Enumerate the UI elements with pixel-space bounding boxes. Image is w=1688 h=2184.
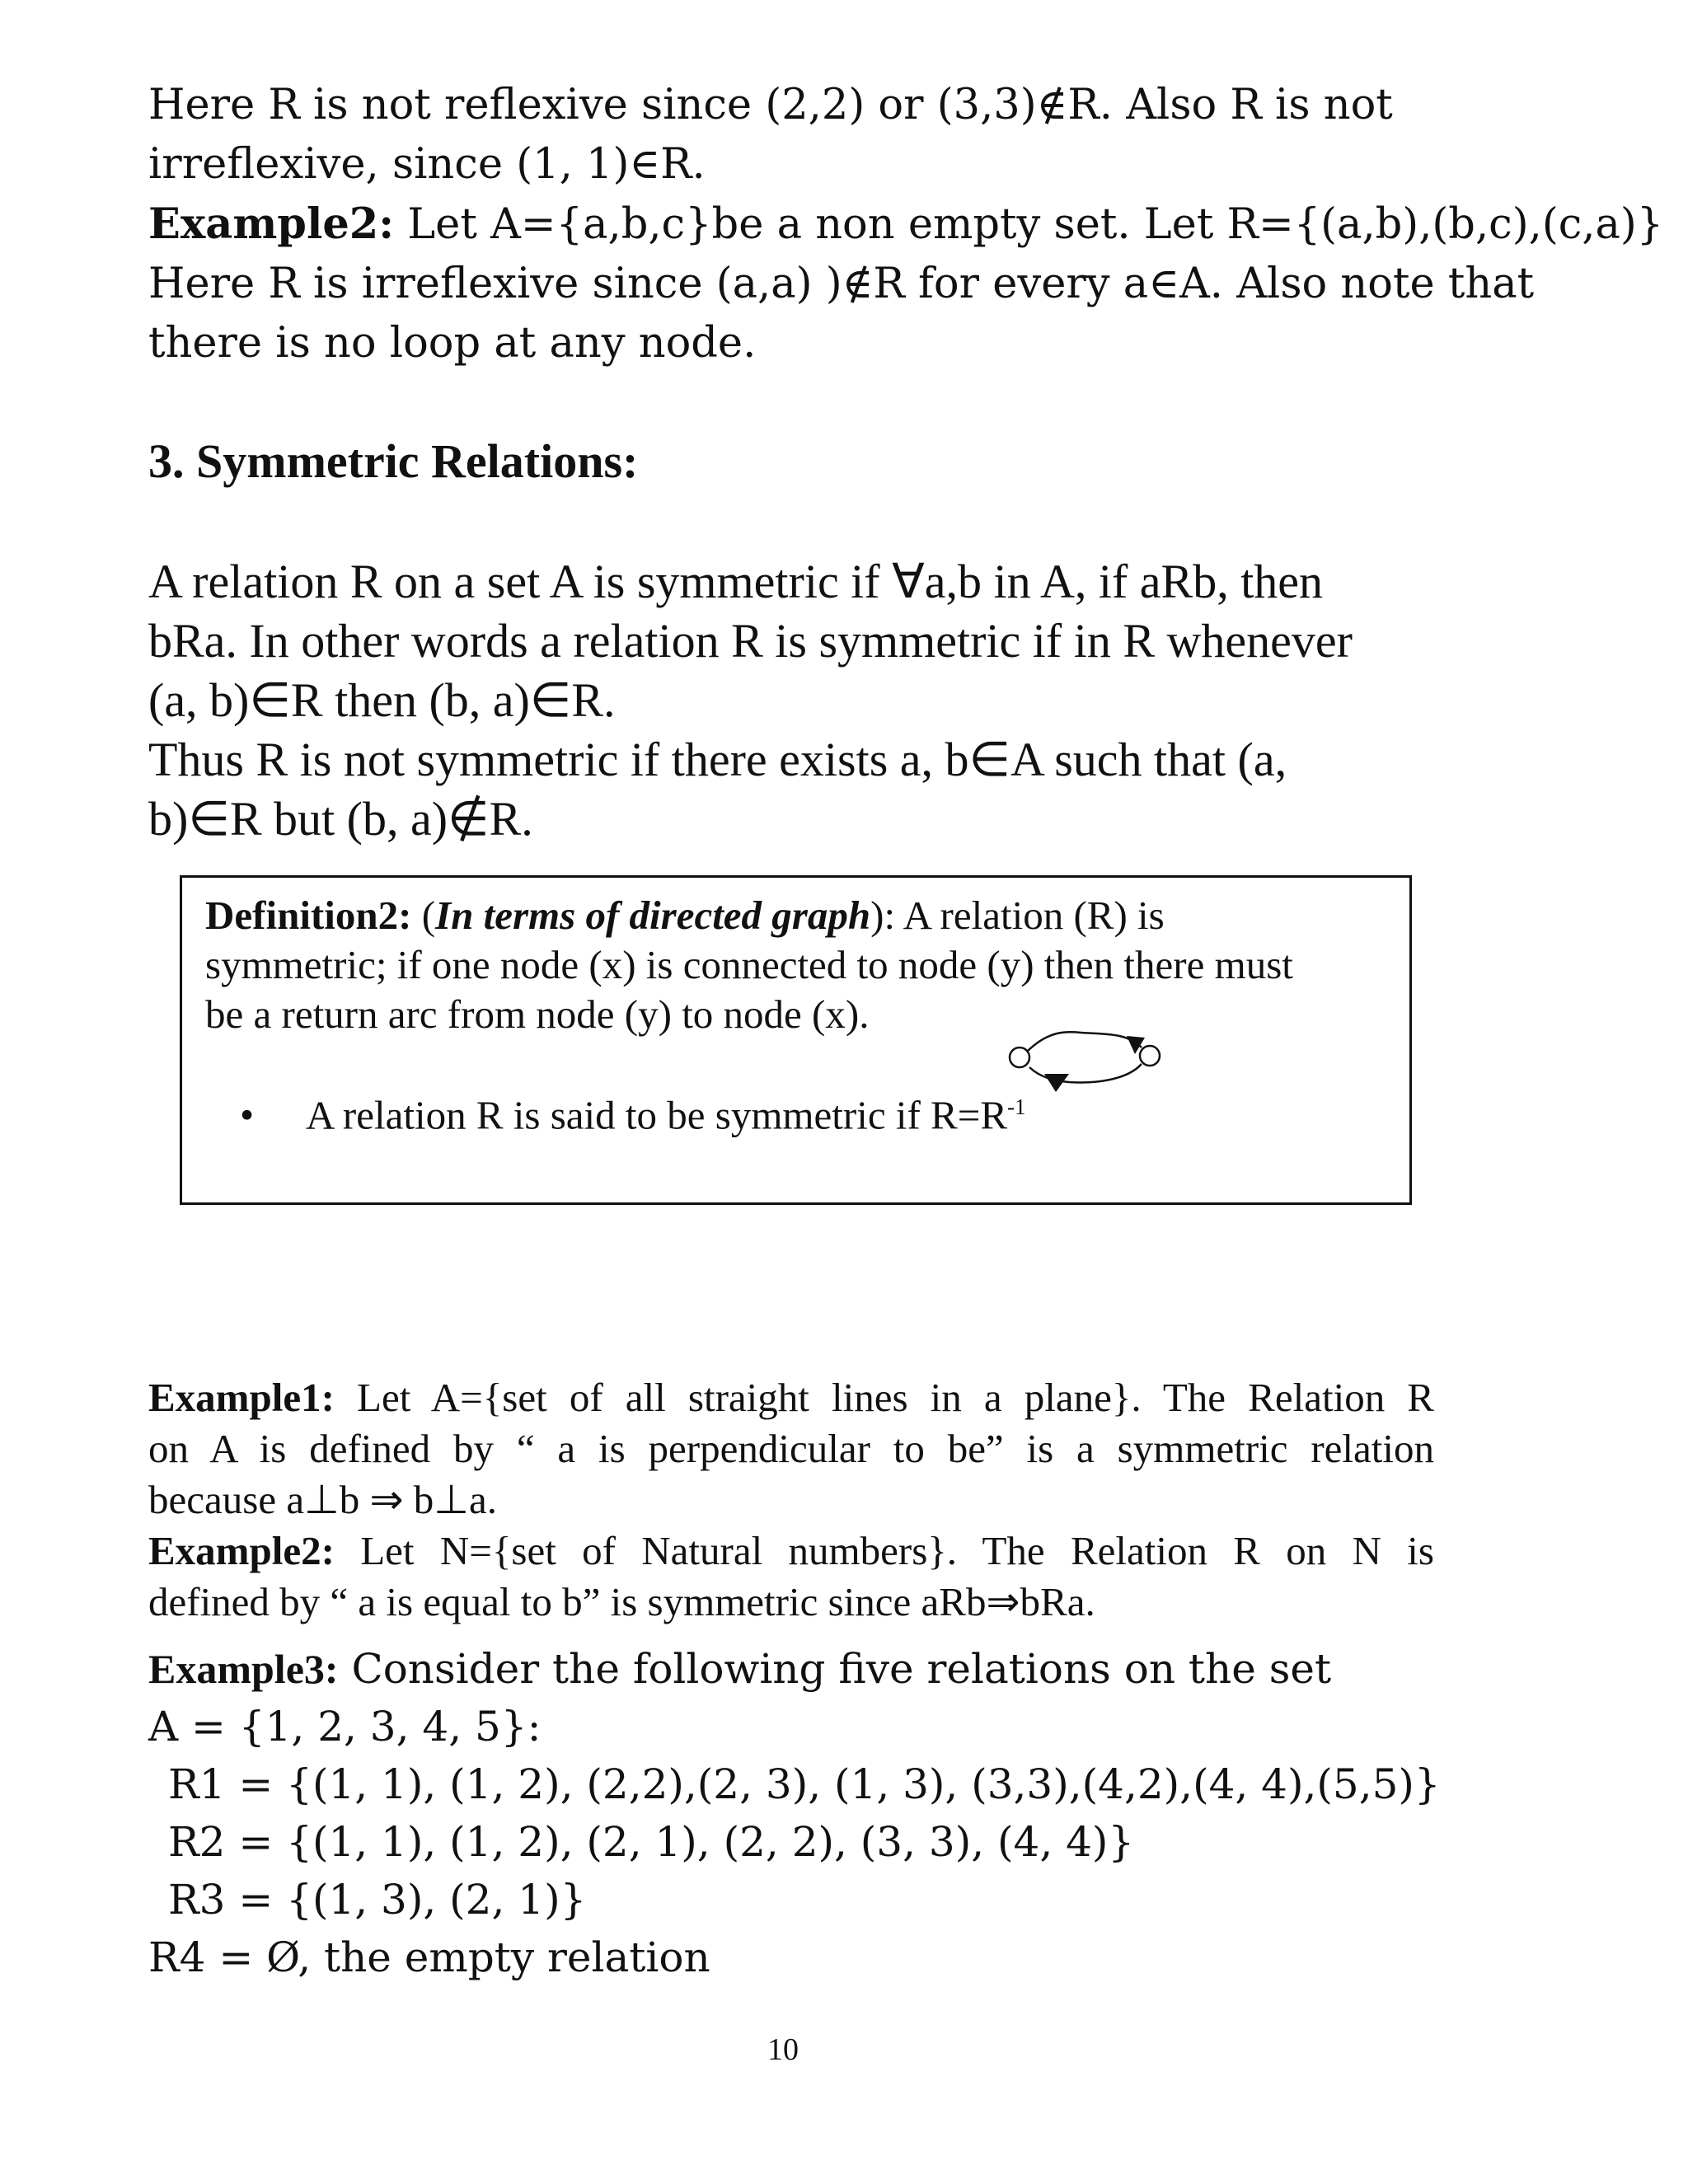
example-label: Example3:: [148, 1646, 339, 1692]
text-line: because a⊥b ⇒ b⊥a.: [148, 1477, 497, 1522]
relation-r3: R3 = {(1, 3), (2, 1)}: [168, 1876, 587, 1924]
text-line: symmetric; if one node (x) is connected to node (y) then there must: [205, 942, 1293, 987]
symmetric-paragraph: [148, 552, 1353, 849]
text-line: Here R is not reflexive since (2,2) or (3,3)∉R. Also R is not: [148, 81, 1393, 129]
arrowhead-icon: [1127, 1036, 1145, 1054]
example3-section: [148, 1640, 1441, 1986]
relation-r1: R1 = {(1, 1), (1, 2), (2,2),(2, 3), (1, 3), (3,3),(4,2),(4, 4),(5,5)}: [168, 1760, 1441, 1808]
forward-arc-icon: [1028, 1032, 1142, 1051]
example3-line: Example3: Consider the following five relations on the set: [148, 1645, 1332, 1693]
bullet-item: • A relation R is said to be symmetric if $R=R^{-1}$: [240, 1082, 1025, 1140]
definition-box: [180, 875, 1412, 1205]
definition-italic: In terms of directed graph: [435, 893, 871, 938]
bullet-icon: •: [240, 1092, 255, 1138]
example2-line: Example2: Let N={set of Natural numbers}. The Relation R on N is: [148, 1528, 1434, 1573]
examples-section: [148, 1372, 1434, 1628]
example-label: Example1:: [148, 1375, 335, 1420]
text-line: (a, b)∈R then (b, a)∈R.: [148, 673, 616, 727]
example1-line: Example1: Let A={set of all straight lines in a plane}. The Relation R: [148, 1375, 1434, 1420]
example-label: Example2:: [148, 1528, 335, 1573]
example2-line: Example2: Let A={a,b,c}be a non empty set. Let R={(a,b),(b,c),(c,a)}: [148, 199, 1664, 249]
set-a: A = {1, 2, 3, 4, 5}:: [148, 1703, 542, 1750]
text-line: irreflexive, since (1, 1)∈R.: [148, 140, 706, 189]
node-x-icon: [1010, 1047, 1029, 1067]
text-line: Thus R is not symmetric if there exists a, b∈A such that (a,: [148, 733, 1287, 786]
text-line: there is no loop at any node.: [148, 319, 757, 368]
relation-r4: R4 = Ø, the empty relation: [148, 1933, 710, 1981]
definition-label: Definition2:: [205, 893, 412, 938]
symmetric-arc-diagram: [1003, 1015, 1193, 1105]
text-line: Here R is irreflexive since (a,a) )∉R for every a∈A. Also note that: [148, 260, 1535, 308]
text-line: A relation R on a set A is symmetric if ∀a,b in A, if aRb, then: [148, 555, 1324, 608]
arrowhead-icon: [1044, 1074, 1069, 1092]
definition-text: Definition2: (In terms of directed graph): A relation (R) is symmetric; if one node (x) is connected to node (y) then there must be a return arc from node (y) to node (x).: [205, 891, 1293, 1039]
text-line: bRa. In other words a relation R is symmetric if in R whenever: [148, 614, 1353, 668]
page-number: 10: [767, 2032, 799, 2067]
node-y-icon: [1140, 1046, 1160, 1066]
text-line: on A is defined by “ a is perpendicular to be” is a symmetric relation: [148, 1426, 1434, 1471]
intro-paragraph: [148, 76, 1664, 373]
text-line: defined by “ a is equal to b” is symmetric since aRb⇒bRa.: [148, 1579, 1095, 1624]
return-arc-icon: [1029, 1064, 1142, 1082]
example-label: Example2:: [148, 199, 395, 249]
section-heading: 3. Symmetric Relations:: [148, 434, 639, 488]
text-line: b)∈R but (b, a)∉R.: [148, 792, 533, 846]
relation-r2: R2 = {(1, 1), (1, 2), (2, 1), (2, 2), (3, 3), (4, 4)}: [168, 1818, 1135, 1866]
text-line: be a return arc from node (y) to node (x).: [205, 991, 870, 1037]
